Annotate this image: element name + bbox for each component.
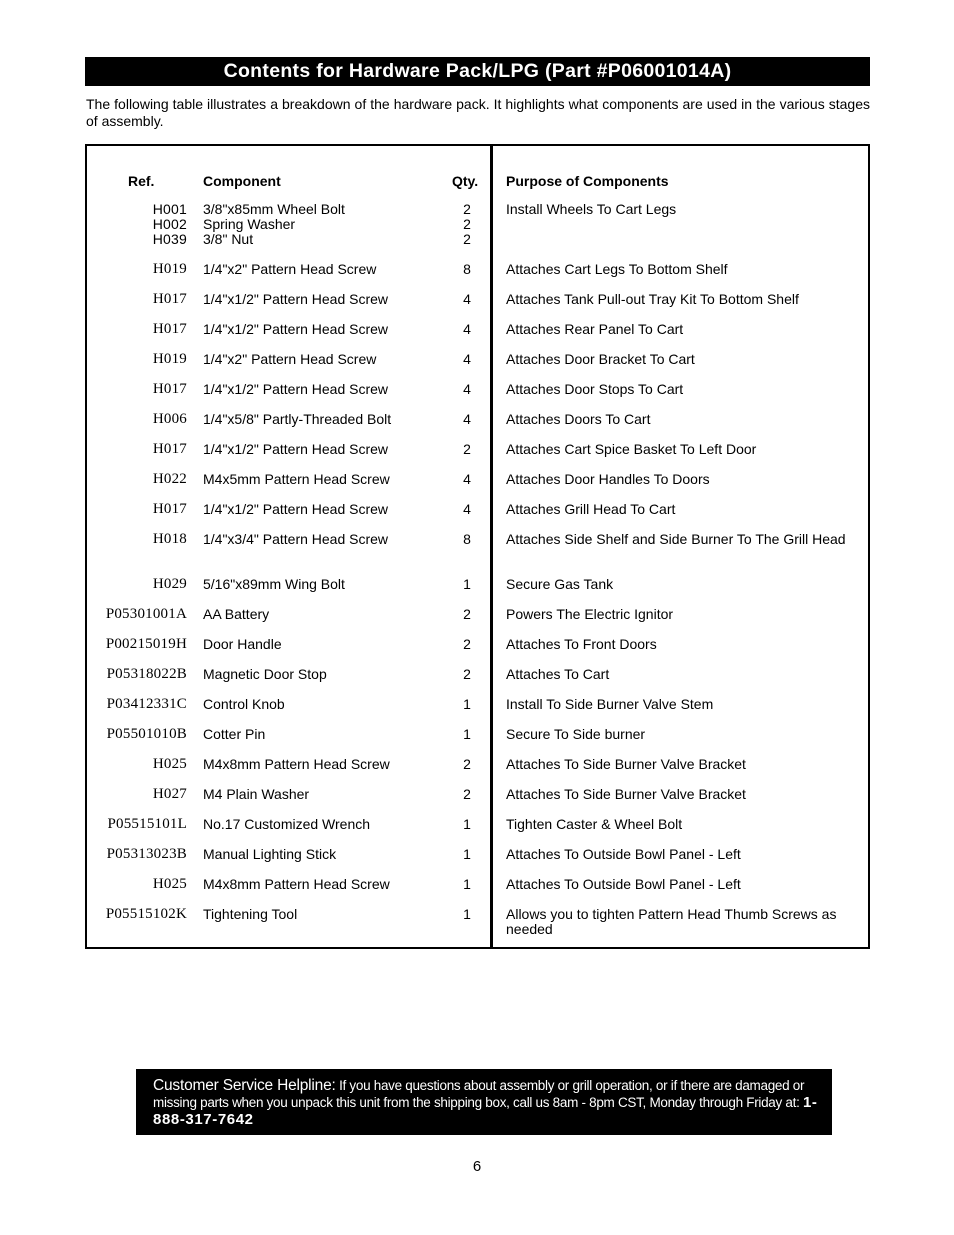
header-ref: Ref. (128, 173, 155, 189)
row-qty: 4 (463, 291, 471, 307)
row-purpose: Attaches Side Shelf and Side Burner To The Grill Head (506, 531, 846, 547)
row-purpose: Attaches Tank Pull-out Tray Kit To Bottom Shelf (506, 291, 799, 307)
row-ref: P05301001A (105, 606, 187, 622)
row-qty: 8 (463, 531, 471, 547)
row-purpose: Attaches Door Stops To Cart (506, 381, 684, 397)
row-ref: P05515102K (105, 906, 187, 922)
row-ref: H025 (152, 756, 187, 772)
row-ref: P05313023B (106, 846, 187, 862)
row-ref: H019 (152, 351, 187, 367)
row-component: 1/4"x2" Pattern Head Screw (203, 261, 377, 277)
row-component: 1/4"x1/2" Pattern Head Screw (203, 441, 389, 457)
helpline-lead: Customer Service Helpline: (153, 1077, 336, 1094)
helpline-phone: 1-888-317-7642 (153, 1094, 818, 1128)
row-ref: H017 (152, 381, 187, 397)
row-purpose: Attaches To Outside Bowl Panel - Left (506, 876, 741, 892)
row-component: 1/4"x2" Pattern Head Screw (203, 351, 377, 367)
helpline-body: If you have questions about assembly or grill operation, or if there are damaged or missing parts when you unpack this unit from the shipping box, call us 8am - 8pm CST, Monday through Friday at: (153, 1078, 805, 1110)
row-ref: P05501010B (106, 726, 187, 742)
row-ref: H017 (152, 441, 187, 457)
row-qty: 4 (463, 501, 471, 517)
row-component: M4x8mm Pattern Head Screw (203, 876, 390, 892)
row-ref: H017 (152, 321, 187, 337)
row-qty: 1 (463, 906, 471, 922)
row-purpose: Secure To Side burner (506, 726, 646, 742)
row-component: 1/4"x5/8" Partly-Threaded Bolt (203, 411, 392, 427)
row-qty: 2 2 2 (463, 201, 471, 247)
row-ref: H006 (152, 411, 187, 427)
row-ref: H017 (152, 501, 187, 517)
page-title: Contents for Hardware Pack/LPG (Part #P06001014A) (85, 57, 870, 86)
row-component: 1/4"x1/2" Pattern Head Screw (203, 291, 389, 307)
row-component: Tightening Tool (203, 906, 298, 922)
row-ref: P05318022B (106, 666, 187, 682)
row-component: No.17 Customized Wrench (203, 816, 371, 832)
row-qty: 2 (463, 666, 471, 682)
row-qty: 4 (463, 351, 471, 367)
row-purpose: Attaches Rear Panel To Cart (506, 321, 684, 337)
row-component: AA Battery (203, 606, 270, 622)
row-qty: 1 (463, 816, 471, 832)
row-purpose: Attaches To Outside Bowl Panel - Left (506, 846, 741, 862)
row-qty: 2 (463, 606, 471, 622)
row-qty: 2 (463, 786, 471, 802)
helpline-text (153, 1077, 825, 1128)
row-component: M4 Plain Washer (203, 786, 310, 802)
row-qty: 2 (463, 441, 471, 457)
row-component: Magnetic Door Stop (203, 666, 327, 682)
customer-service-banner (136, 1069, 832, 1135)
row-qty: 1 (463, 576, 471, 592)
row-ref: H001 H002 H039 (152, 201, 187, 247)
row-purpose: Attaches To Side Burner Valve Bracket (506, 756, 746, 772)
hardware-table (85, 144, 870, 949)
row-purpose: Attaches Cart Legs To Bottom Shelf (506, 261, 728, 277)
row-ref: H027 (152, 786, 187, 802)
row-ref: H022 (152, 471, 187, 487)
row-qty: 4 (463, 381, 471, 397)
row-ref: H025 (152, 876, 187, 892)
row-ref: H018 (152, 531, 187, 547)
row-purpose: Attaches Doors To Cart (506, 411, 651, 427)
row-qty: 2 (463, 636, 471, 652)
row-component: Manual Lighting Stick (203, 846, 337, 862)
row-purpose: Allows you to tighten Pattern Head Thumb Screws as needed (506, 906, 837, 937)
row-component: 1/4"x1/2" Pattern Head Screw (203, 501, 389, 517)
row-purpose: Attaches Cart Spice Basket To Left Door (506, 441, 757, 457)
row-purpose: Powers The Electric Ignitor (506, 606, 674, 622)
row-ref: H029 (152, 576, 187, 592)
intro-paragraph: The following table illustrates a breakdown of the hardware pack. It highlights what components are used in the various stages of assembly. (86, 96, 870, 129)
row-ref: H019 (152, 261, 187, 277)
row-purpose: Attaches Door Bracket To Cart (506, 351, 695, 367)
row-component: Cotter Pin (203, 726, 266, 742)
header-qty: Qty. (452, 173, 479, 189)
row-qty: 4 (463, 321, 471, 337)
row-component: Control Knob (203, 696, 285, 712)
row-qty: 4 (463, 411, 471, 427)
row-purpose: Tighten Caster & Wheel Bolt (506, 816, 683, 832)
row-purpose: Attaches To Side Burner Valve Bracket (506, 786, 746, 802)
page-number: 6 (472, 1158, 482, 1175)
row-component: 5/16"x89mm Wing Bolt (203, 576, 345, 592)
row-purpose: Attaches To Cart (506, 666, 610, 682)
row-ref: P05515101L (107, 816, 187, 832)
header-purpose: Purpose of Components (506, 173, 669, 189)
column-divider (490, 146, 493, 947)
row-component: 1/4"x1/2" Pattern Head Screw (203, 381, 389, 397)
row-purpose: Attaches Grill Head To Cart (506, 501, 676, 517)
row-purpose: Secure Gas Tank (506, 576, 614, 592)
row-component: 1/4"x1/2" Pattern Head Screw (203, 321, 389, 337)
row-qty: 1 (463, 726, 471, 742)
row-ref: P00215019H (105, 636, 187, 652)
row-qty: 1 (463, 876, 471, 892)
row-purpose: Install Wheels To Cart Legs (506, 201, 677, 217)
row-component: Door Handle (203, 636, 282, 652)
header-component: Component (203, 173, 281, 189)
row-qty: 2 (463, 756, 471, 772)
row-qty: 1 (463, 846, 471, 862)
row-qty: 1 (463, 696, 471, 712)
row-ref: H017 (152, 291, 187, 307)
row-component: 1/4"x3/4" Pattern Head Screw (203, 531, 389, 547)
row-component: M4x5mm Pattern Head Screw (203, 471, 390, 487)
row-qty: 8 (463, 261, 471, 277)
row-component: M4x8mm Pattern Head Screw (203, 756, 390, 772)
row-purpose: Attaches To Front Doors (506, 636, 657, 652)
row-purpose: Install To Side Burner Valve Stem (506, 696, 714, 712)
row-purpose: Attaches Door Handles To Doors (506, 471, 710, 487)
row-component: 3/8"x85mm Wheel Bolt Spring Washer 3/8" Nut (203, 201, 345, 247)
row-qty: 4 (463, 471, 471, 487)
row-ref: P03412331C (106, 696, 187, 712)
